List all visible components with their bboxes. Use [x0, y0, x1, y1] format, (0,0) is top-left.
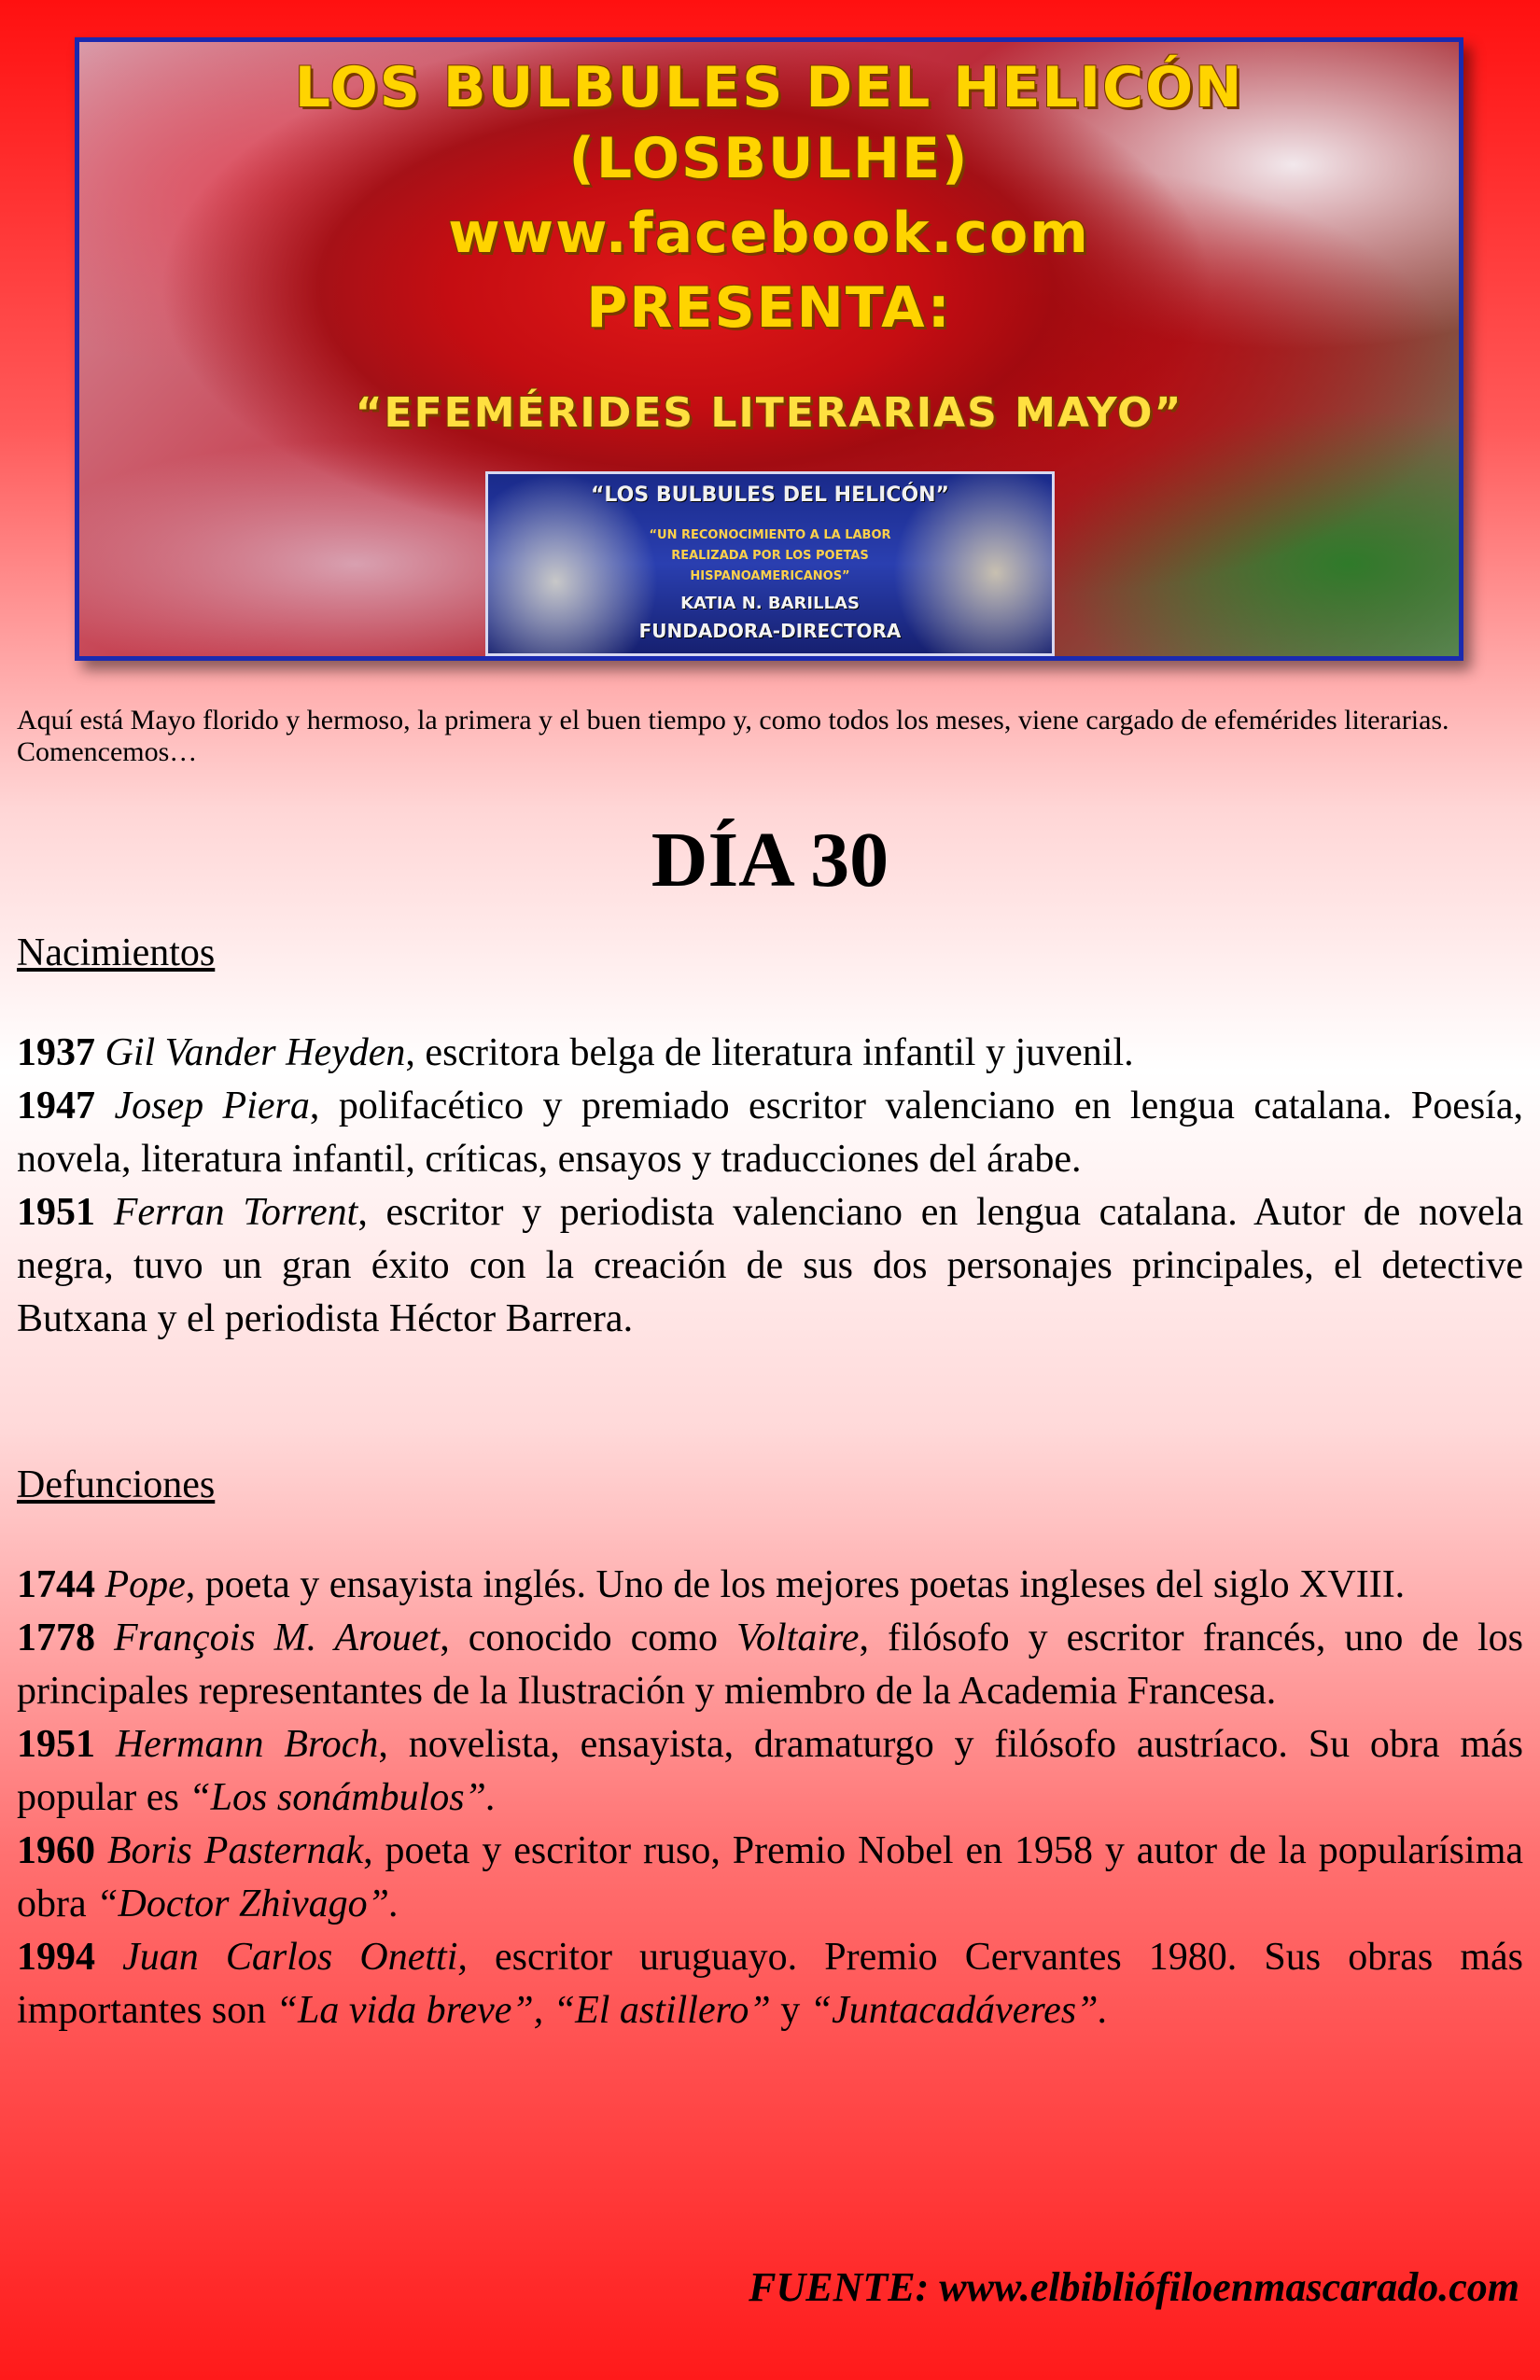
- entry-work: “Doctor Zhivago”.: [96, 1883, 399, 1925]
- entry-separator: ,: [533, 1989, 553, 2032]
- birth-entry: [17, 1027, 1523, 1080]
- entry-work: “El astillero”: [553, 1989, 771, 2032]
- banner-title: LOS BULBULES DEL HELICÓN: [294, 55, 1244, 120]
- entry-year: 1744: [17, 1563, 95, 1606]
- source-credit: FUENTE: www.elbibliófiloenmascarado.com: [749, 2264, 1519, 2310]
- banner-website: www.facebook.com: [448, 201, 1090, 266]
- entry-text: , novelista, ensayista, dramaturgo y filósofo austríaco. Su obra más popular es: [17, 1723, 1524, 1819]
- entry-year: 1994: [17, 1936, 95, 1979]
- entry-text: , conocido como: [440, 1617, 736, 1659]
- death-entry: [17, 1559, 1523, 1612]
- inset-author: KATIA N. BARILLAS: [680, 594, 860, 613]
- entry-work: “La vida breve”: [275, 1989, 534, 2032]
- entry-name: Ferran Torrent: [113, 1191, 358, 1234]
- day-title: DÍA 30: [651, 817, 889, 903]
- entry-text: , escritora belga de literatura infantil y juvenil.: [405, 1031, 1134, 1074]
- entry-text: , poeta y ensayista inglés. Uno de los mejores poetas ingleses del siglo XVIII.: [185, 1563, 1406, 1606]
- banner-acronym: (LOSBULHE): [568, 126, 970, 191]
- entry-name: Juan Carlos Onetti,: [122, 1936, 468, 1979]
- inset-title: “LOS BULBULES DEL HELICÓN”: [590, 483, 950, 507]
- entry-year: 1960: [17, 1829, 95, 1872]
- entry-year: 1937: [17, 1031, 95, 1074]
- entry-name: Josep Piera: [114, 1085, 310, 1127]
- header-banner: [75, 37, 1463, 661]
- entry-work: “Juntacadáveres”.: [809, 1989, 1108, 2032]
- entry-year: 1778: [17, 1617, 95, 1659]
- entry-year: 1951: [17, 1723, 95, 1766]
- entry-text: escritor uruguayo. Premio Cervantes 1980. Sus obras más importantes son: [17, 1936, 1524, 2032]
- entry-year: 1947: [17, 1085, 95, 1127]
- inset-line-3: HISPANOAMERICANOS”: [690, 569, 850, 583]
- death-entry: [17, 1931, 1523, 2037]
- death-entry: [17, 1612, 1523, 1718]
- banner-subtitle: “EFEMÉRIDES LITERARIAS MAYO”: [355, 389, 1183, 437]
- entry-name: François M. Arouet: [114, 1617, 441, 1659]
- entry-text: , polifacético y premiado escritor valenciano en lengua catalana. Poesía, novela, literatura infantil, críticas, ensayos y traducciones del árabe.: [17, 1085, 1523, 1181]
- deaths-heading: Defunciones: [17, 1463, 216, 1506]
- banner-presenta: PRESENTA:: [586, 275, 952, 341]
- births-list: [17, 1027, 1523, 1346]
- entry-text: , filósofo y escritor francés, uno de los principales representantes de la Ilustración y miembro de la Academia Francesa.: [17, 1617, 1524, 1713]
- entry-text: , escritor y periodista valenciano en lengua catalana. Autor de novela negra, tuvo un gran éxito con la creación de sus dos personajes principales, el detective Butxana y el periodista Héctor Barrera.: [17, 1191, 1524, 1340]
- entry-name: Hermann Broch: [115, 1723, 379, 1766]
- entry-name: Boris Pasternak: [106, 1829, 364, 1872]
- death-entry: [17, 1718, 1523, 1825]
- entry-name: Gil Vander Heyden: [105, 1031, 406, 1074]
- intro-paragraph: Aquí está Mayo florido y hermoso, la primera y el buen tiempo y, como todos los meses, viene cargado de efemérides literarias. Comencemos…: [17, 705, 1449, 767]
- entry-alias: Voltaire: [736, 1617, 860, 1659]
- entry-separator: y: [770, 1989, 810, 2032]
- birth-entry: [17, 1186, 1523, 1346]
- births-heading: Nacimientos: [17, 931, 216, 974]
- entry-year: 1951: [17, 1191, 95, 1234]
- entry-name: Pope: [105, 1563, 186, 1606]
- inset-line-1: “UN RECONOCIMIENTO A LA LABOR: [649, 528, 891, 542]
- banner-inset-logo: [485, 471, 1055, 656]
- entry-work: “Los sonámbulos”.: [189, 1776, 497, 1819]
- entry-text: , poeta y escritor ruso, Premio Nobel en 1958 y autor de la popularísima obra: [17, 1829, 1523, 1925]
- inset-role: FUNDADORA-DIRECTORA: [638, 620, 902, 642]
- inset-line-2: REALIZADA POR LOS POETAS: [671, 549, 869, 563]
- death-entry: [17, 1825, 1523, 1931]
- birth-entry: [17, 1080, 1523, 1186]
- deaths-list: [17, 1559, 1523, 2037]
